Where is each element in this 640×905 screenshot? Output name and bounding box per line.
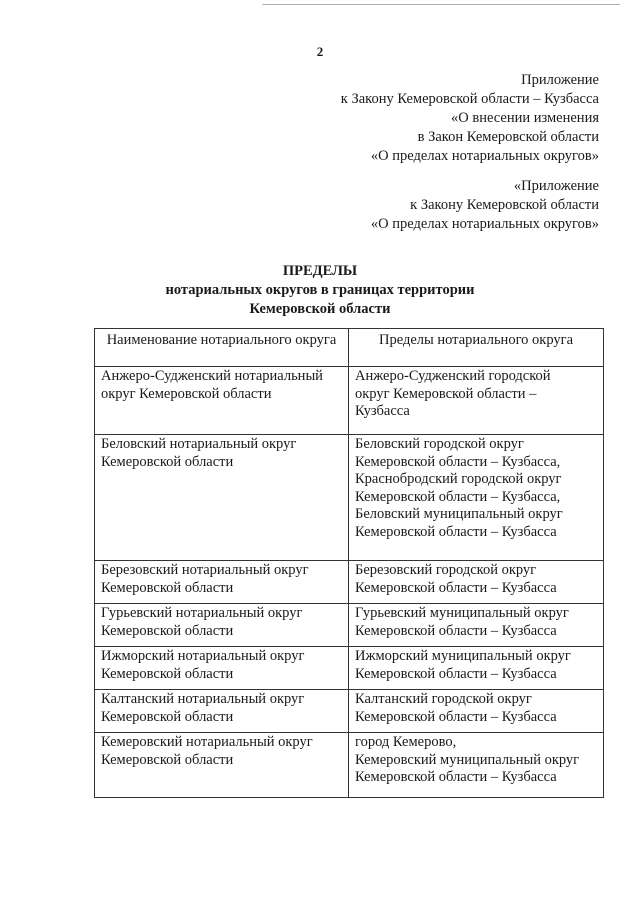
appendix-line: в Закон Кемеровской области	[417, 129, 599, 145]
appendix-line: Приложение	[521, 72, 599, 88]
appendix-heading-2	[371, 177, 599, 234]
cell-line: Березовский городской округ	[355, 562, 537, 578]
notary-districts-table	[94, 328, 604, 798]
cell-line: Кузбасса	[355, 403, 410, 419]
cell-line: Кемеровский нотариальный округ	[101, 734, 313, 750]
district-name-cell	[95, 435, 349, 561]
cell-line: Кемеровской области – Кузбасса	[355, 665, 557, 682]
district-limits-cell	[349, 604, 604, 647]
cell-line: Кемеровской области – Кузбасса	[355, 523, 557, 540]
cell-line: Кемеровской области	[101, 453, 234, 470]
district-name-cell	[95, 690, 349, 733]
table-row	[95, 561, 604, 604]
district-limits-cell	[349, 367, 604, 435]
district-name-cell	[95, 367, 349, 435]
cell-line: Кемеровской области – Кузбасса	[355, 769, 557, 785]
district-name-cell	[95, 561, 349, 604]
cell-line: Анжеро-Судженский городской	[355, 368, 551, 384]
table-row	[95, 435, 604, 561]
appendix-line: к Закону Кемеровской области – Кузбасса	[340, 91, 599, 107]
table-row	[95, 733, 604, 798]
cell-line: Гурьевский нотариальный округ	[101, 605, 303, 621]
cell-line: Кемеровский муниципальный округ	[355, 751, 580, 768]
column-header-name: Наименование нотариального округа	[95, 329, 349, 367]
table-row	[95, 604, 604, 647]
title-line: ПРЕДЕЛЫ	[282, 263, 358, 279]
appendix-line: «О пределах нотариальных округов»	[370, 216, 599, 232]
district-name-cell	[95, 604, 349, 647]
appendix-heading-1	[341, 71, 599, 166]
cell-line: Кемеровской области	[101, 751, 234, 768]
district-limits-cell	[349, 561, 604, 604]
appendix-line: «О пределах нотариальных округов»	[370, 148, 599, 164]
table-row	[95, 367, 604, 435]
district-name-cell	[95, 733, 349, 798]
cell-line: Ижморский муниципальный округ	[355, 648, 571, 664]
cell-line: Калтанский городской округ	[355, 691, 532, 707]
table-row	[95, 647, 604, 690]
appendix-line: к Закону Кемеровской области	[410, 197, 599, 213]
cell-line: Беловский муниципальный округ	[355, 506, 563, 522]
district-limits-cell	[349, 733, 604, 798]
column-header-limits: Пределы нотариального округа	[349, 329, 604, 367]
cell-line: Кемеровской области	[101, 708, 234, 725]
appendix-line: «Приложение	[513, 178, 599, 194]
title-line: Кемеровской области	[249, 301, 391, 317]
cell-line: Ижморский нотариальный округ	[101, 648, 305, 664]
district-name-cell	[95, 647, 349, 690]
cell-line: Кемеровской области – Кузбасса	[355, 579, 557, 596]
cell-line: Кемеровской области – Кузбасса,	[355, 453, 561, 470]
cell-line: Беловский городской округ	[355, 436, 524, 452]
page-number: 2	[316, 44, 324, 59]
table-row	[95, 690, 604, 733]
top-rule	[262, 4, 620, 5]
cell-line: Кемеровской области – Кузбасса	[355, 622, 557, 639]
cell-line: Кемеровской области	[101, 622, 234, 639]
cell-line: Кемеровской области – Кузбасса	[355, 708, 557, 725]
title-line: нотариальных округов в границах территории	[165, 282, 475, 298]
cell-line: округ Кемеровской области –	[355, 385, 537, 402]
cell-line: Кемеровской области	[101, 579, 234, 596]
cell-line: город Кемерово,	[355, 734, 457, 750]
cell-line: Калтанский нотариальный округ	[101, 691, 305, 707]
table-header-row	[95, 329, 604, 367]
cell-line: округ Кемеровской области	[101, 385, 272, 402]
cell-line: Березовский нотариальный округ	[101, 562, 309, 578]
district-limits-cell	[349, 435, 604, 561]
cell-line: Анжеро-Судженский нотариальный	[101, 368, 323, 384]
document-title	[0, 262, 640, 319]
cell-line: Гурьевский муниципальный округ	[355, 605, 569, 621]
appendix-line: «О внесении изменения	[451, 110, 599, 126]
district-limits-cell	[349, 647, 604, 690]
cell-line: Беловский нотариальный округ	[101, 436, 297, 452]
district-limits-cell	[349, 690, 604, 733]
cell-line: Кемеровской области	[101, 665, 234, 682]
cell-line: Краснобродский городской округ	[355, 471, 562, 487]
cell-line: Кемеровской области – Кузбасса,	[355, 488, 561, 505]
